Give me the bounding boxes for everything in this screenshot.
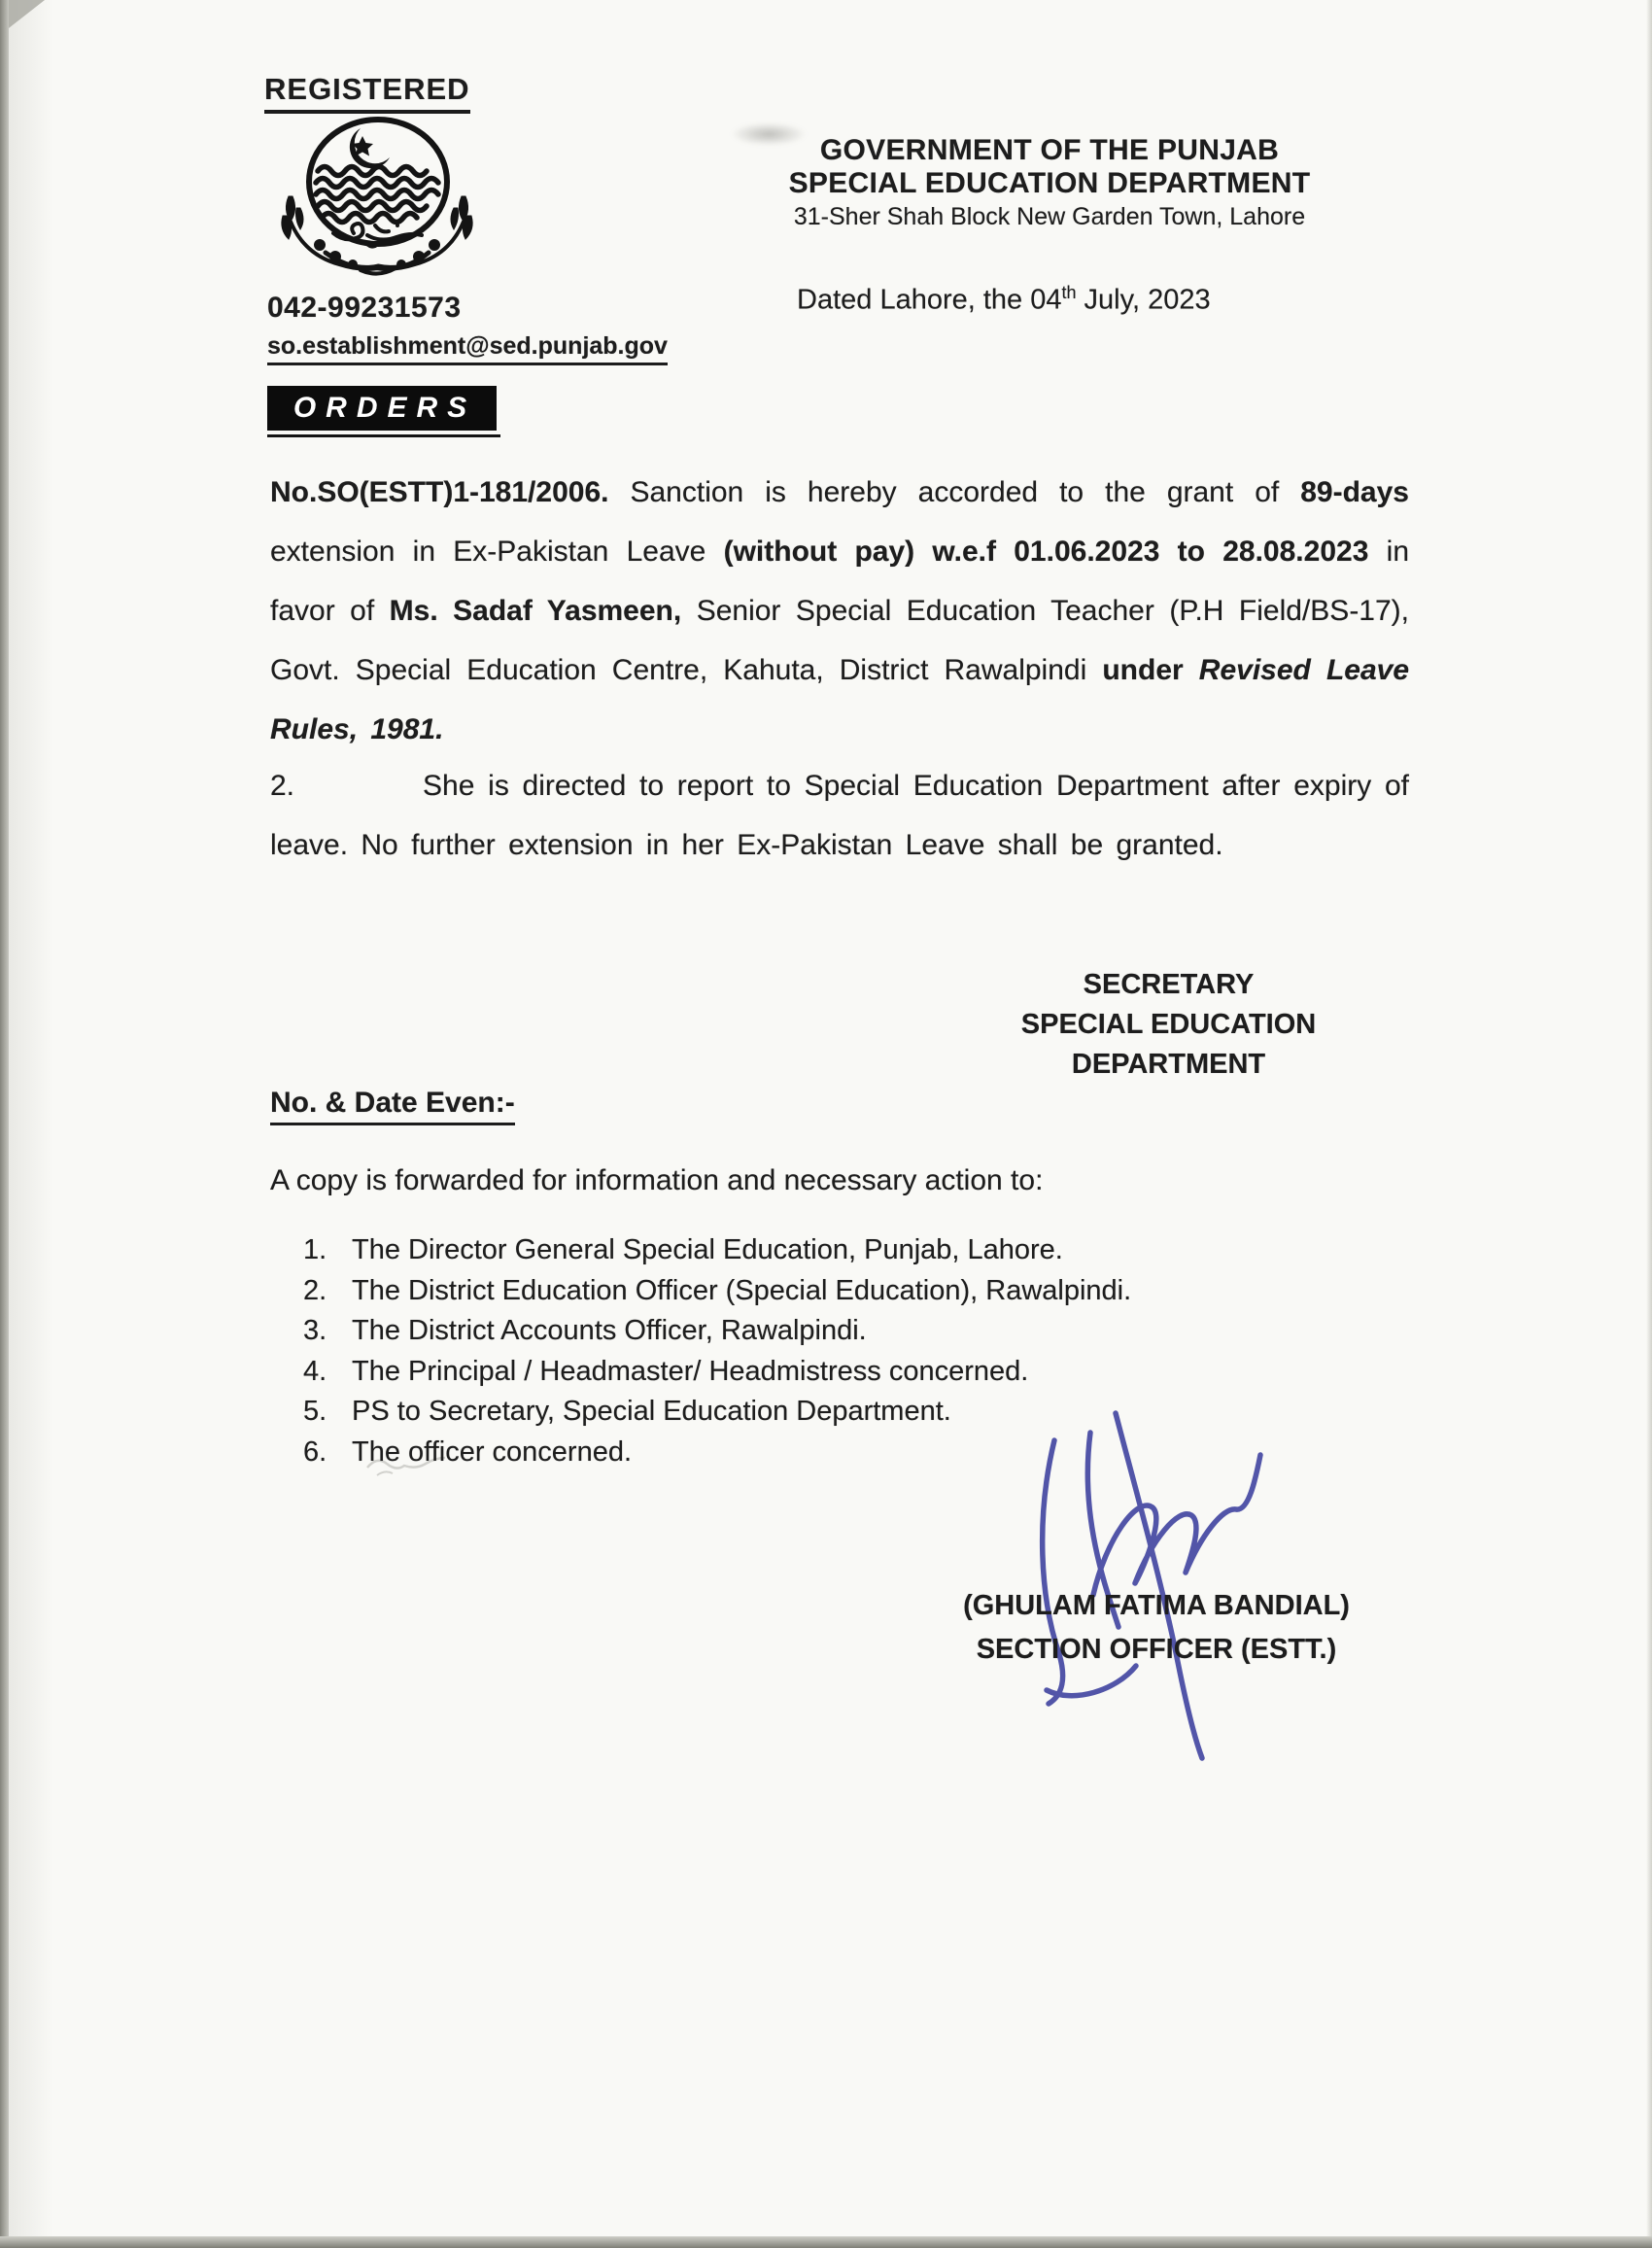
cc-item [303,1234,1131,1275]
cc-text: The Director General Special Education, Punjab, Lahore. [352,1234,1063,1265]
cc-number: 2. [303,1274,327,1306]
no-date-even-label: No. & Date Even:- [270,1087,515,1125]
department-address: 31-Sher Shah Block New Garden Town, Lahore [793,203,1306,230]
cc-text: The officer concerned. [352,1435,633,1468]
letterhead [734,134,1365,231]
signatory-title: SECTION OFFICER (ESTT.) [976,1634,1337,1665]
contact-block [267,292,668,365]
date-ordinal-suffix: th [1061,283,1077,302]
orders-heading-badge: ORDERS [267,386,497,431]
leave-rules-reference: Revised Leave Rules, 1981. [270,654,1410,745]
email-address: so.establishment@sed.punjab.gov [267,332,668,365]
paragraph-number: 2. [270,770,295,802]
handwritten-signature-ink [1001,1390,1302,1779]
cc-item [303,1275,1131,1316]
cc-item [303,1315,1131,1356]
date-text: Dated Lahore, the 04 [797,284,1062,316]
cc-number: 1. [303,1234,327,1265]
date-line [797,283,1211,317]
scan-edge-right [1646,0,1652,2248]
text-segment: Sanction is hereby accorded to the grant of [608,476,1301,508]
cc-text: The District Accounts Officer, Rawalpindi. [352,1315,867,1346]
cc-text: PS to Secretary, Special Education Department. [352,1396,951,1427]
employee-name: Ms. Sadaf Yasmeen, [389,595,682,627]
text-segment: Senior Special Education Teacher (P.H Field/BS-17), Govt. Special Education Centre, Kahuta, District Rawalpindi [270,595,1409,686]
forwarding-line: A copy is forwarded for information and necessary action to: [270,1164,1044,1196]
cc-number: 6. [303,1435,327,1468]
order-paragraph-2 [270,756,1409,875]
department-title: SPECIAL EDUCATION DEPARTMENT [788,167,1311,199]
text-segment-bold: (without pay) w.e.f 01.06.2023 to 28.08.2023 [723,536,1369,568]
scan-edge-bottom [0,2236,1652,2248]
punjab-emblem-icon [275,107,479,282]
text-segment-bold: 89-days [1300,476,1409,508]
order-number: No.SO(ESTT)1-181/2006. [270,476,609,508]
cc-text: The Principal / Headmaster/ Headmistress concerned. [352,1355,1029,1387]
orders-underline [267,434,500,437]
government-title: GOVERNMENT OF THE PUNJAB [819,134,1280,166]
text-segment: in favor of [270,536,1409,627]
registered-label: REGISTERED [264,72,470,114]
order-paragraph-1 [270,463,1409,759]
phone-number: 042-99231573 [267,292,462,324]
secretary-line: DEPARTMENT [1071,1049,1266,1080]
secretary-line: SECRETARY [1083,969,1255,1000]
scan-shading [9,0,53,2248]
paragraph-text: She is directed to report to Special Education Department after expiry of leave. No further extension in her Ex-Pakistan Leave shall be granted. [270,770,1409,861]
text-segment-bold: under [1102,654,1199,686]
scan-edge-left [0,0,9,2248]
secretary-line: SPECIAL EDUCATION [1020,1009,1317,1040]
signatory-name: (GHULAM FATIMA BANDIAL) [963,1590,1350,1621]
secretary-signature-block [977,965,1360,1085]
date-text-rest: July, 2023 [1076,284,1211,316]
cc-number: 4. [303,1355,327,1387]
cc-number: 3. [303,1315,327,1346]
cc-text: The District Education Officer (Special Education), Rawalpindi. [352,1274,1132,1306]
text-segment: extension in Ex-Pakistan Leave [270,536,724,568]
cc-number: 5. [303,1396,327,1427]
